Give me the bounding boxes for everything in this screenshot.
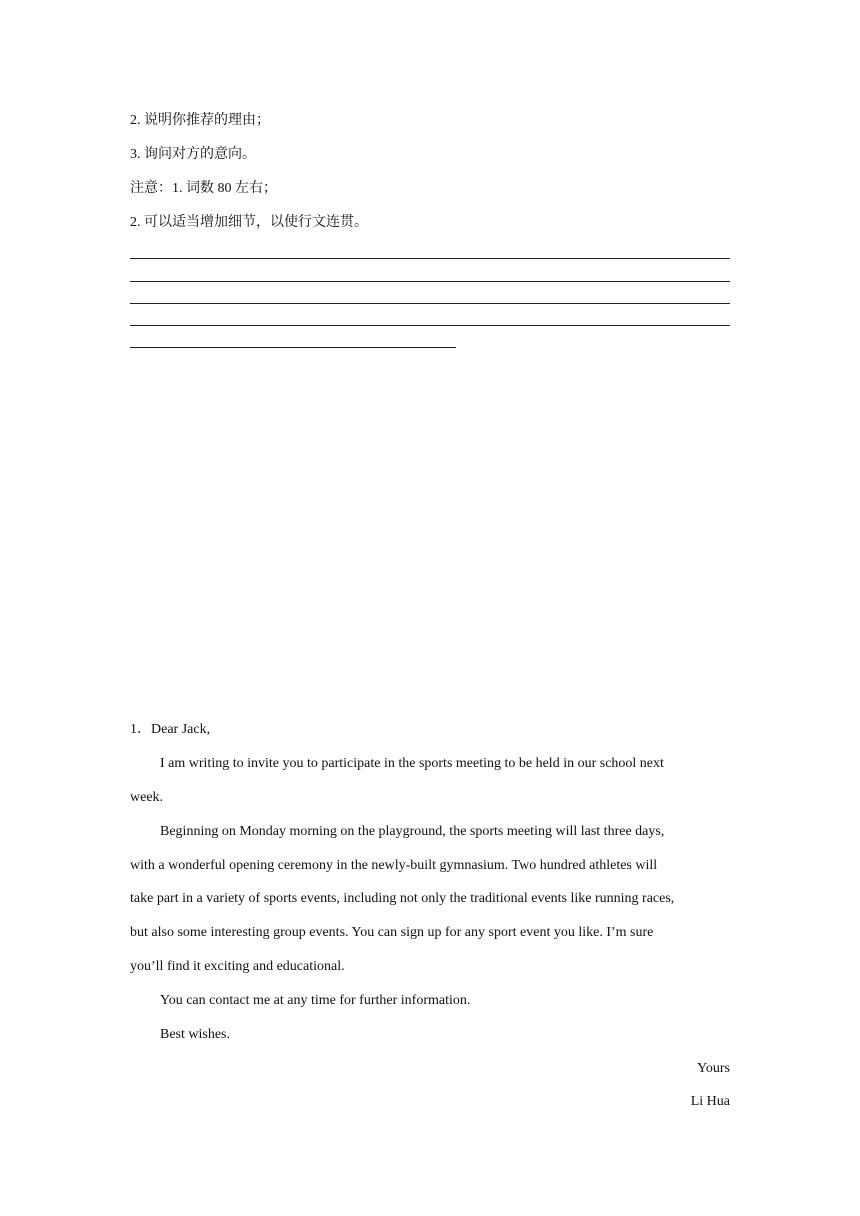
- note-word-count: 注意：1. 词数 80 左右；: [130, 181, 277, 196]
- instruction-item-3: 3. 询问对方的意向。: [130, 147, 256, 162]
- letter-paragraph-1-line: week.: [130, 790, 164, 805]
- letter-signature: Li Hua: [690, 1094, 730, 1109]
- letter-paragraph-2-line: take part in a variety of sports events, including not only the traditional events like running races,: [130, 891, 675, 906]
- writing-line: [130, 325, 730, 326]
- letter-paragraph-4: Best wishes.: [160, 1027, 230, 1042]
- letter-paragraph-3: You can contact me at any time for further information.: [160, 993, 471, 1008]
- writing-line: [130, 347, 456, 348]
- letter-paragraph-2-line: but also some interesting group events. You can sign up for any sport event you like. I’m sure: [130, 925, 654, 940]
- writing-line: [130, 281, 730, 282]
- letter-paragraph-2-line: Beginning on Monday morning on the playground, the sports meeting will last three days,: [160, 824, 665, 839]
- letter-paragraph-2-line: with a wonderful opening ceremony in the newly-built gymnasium. Two hundred athletes will: [130, 858, 658, 873]
- letter-paragraph-2-line: you’ll find it exciting and educational.: [130, 959, 345, 974]
- instruction-item-2: 2. 说明你推荐的理由；: [130, 113, 270, 128]
- note-add-details: 2. 可以适当增加细节，以使行文连贯。: [130, 215, 368, 230]
- letter-salutation: 1．Dear Jack,: [130, 722, 211, 737]
- writing-line: [130, 303, 730, 304]
- writing-line: [130, 258, 730, 259]
- letter-paragraph-1-line: I am writing to invite you to participate in the sports meeting to be held in our school next: [160, 756, 664, 771]
- letter-closing: Yours: [697, 1061, 730, 1076]
